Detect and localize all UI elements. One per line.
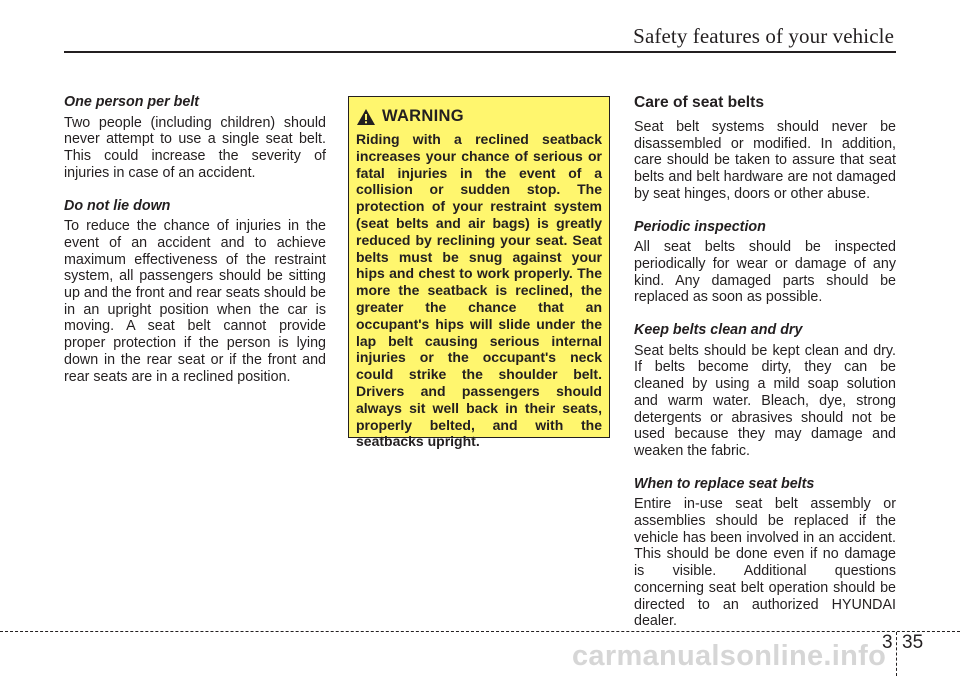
section-text: Two people (including children) should never attempt to use a single seat belt. This could increase the severity of injuries in case of an accident. [64, 114, 326, 181]
section-heading: One person per belt [64, 94, 200, 110]
watermark: carmanualsonline.info [572, 640, 887, 672]
warning-text: Riding with a reclined seatback increases your chance of serious or fatal injuries in the event of a collision or sudden stop. The protection of your restraint system (seat belts and air bags) is greatly reduced by reclining your seat. Seat belts must be snug against your hips and chest to work properly. The more the seatback is reclined, the greater the chance that an occupant's hips will slide under the lap belt causing serious internal injuries or the occupant's neck could strike the shoulder belt. Drivers and passengers should always sit well back in their seats, properly belted, and with the seatbacks upright. [356, 131, 602, 450]
section-text: Entire in-use seat belt assembly or assemblies should be replaced if the vehicle has been involved in an accident. This should be done even if no damage is visible. Additional questions concerning seat belt operation should be directed to an authorized HYUNDAI dealer. [634, 496, 896, 630]
header-rule [64, 51, 896, 53]
left-column [64, 94, 326, 385]
warning-title: WARNING [382, 107, 464, 125]
section-text: To reduce the chance of injuries in the event of an accident and to achieve maximum effectiveness of the restraint system, all passengers should be sitting up and the front and rear seats should be in an upright position when the car is moving. A seat belt cannot provide proper protection if the person is lying down in the rear seat or if the front and rear seats are in a reclined position. [64, 218, 326, 385]
warning-header [356, 107, 602, 126]
section-text: Seat belt systems should never be disassembled or modified. In addition, care should be taken to assure that seat belts and belt hardware are not damaged by seat hinges, doors or other abuse. [634, 119, 896, 202]
page-header-title: Safety features of your vehicle [633, 24, 894, 48]
section-heading: Periodic inspection [634, 218, 766, 235]
section-text: All seat belts should be inspected periodically for wear or damage of any kind. Any damaged parts should be replaced as soon as possible. [634, 239, 896, 306]
section-heading: When to replace seat belts [634, 475, 815, 492]
section-heading: Keep belts clean and dry [634, 322, 803, 339]
right-column [634, 94, 896, 630]
warning-box [348, 96, 610, 450]
warning-triangle-icon [356, 108, 376, 126]
page-number-divider [896, 632, 897, 676]
chapter-number: 3 [882, 632, 893, 653]
section-heading: Do not lie down [64, 197, 171, 214]
footer-rule [0, 631, 960, 632]
page-number: 35 [902, 632, 924, 653]
section-text: Seat belts should be kept clean and dry. If belts become dirty, they can be cleaned by using a mild soap solution and warm water. Bleach, dye, strong detergents or abrasives should not be used because they may damage and weaken the fabric. [634, 342, 896, 459]
section-title: Care of seat belts [634, 94, 764, 111]
